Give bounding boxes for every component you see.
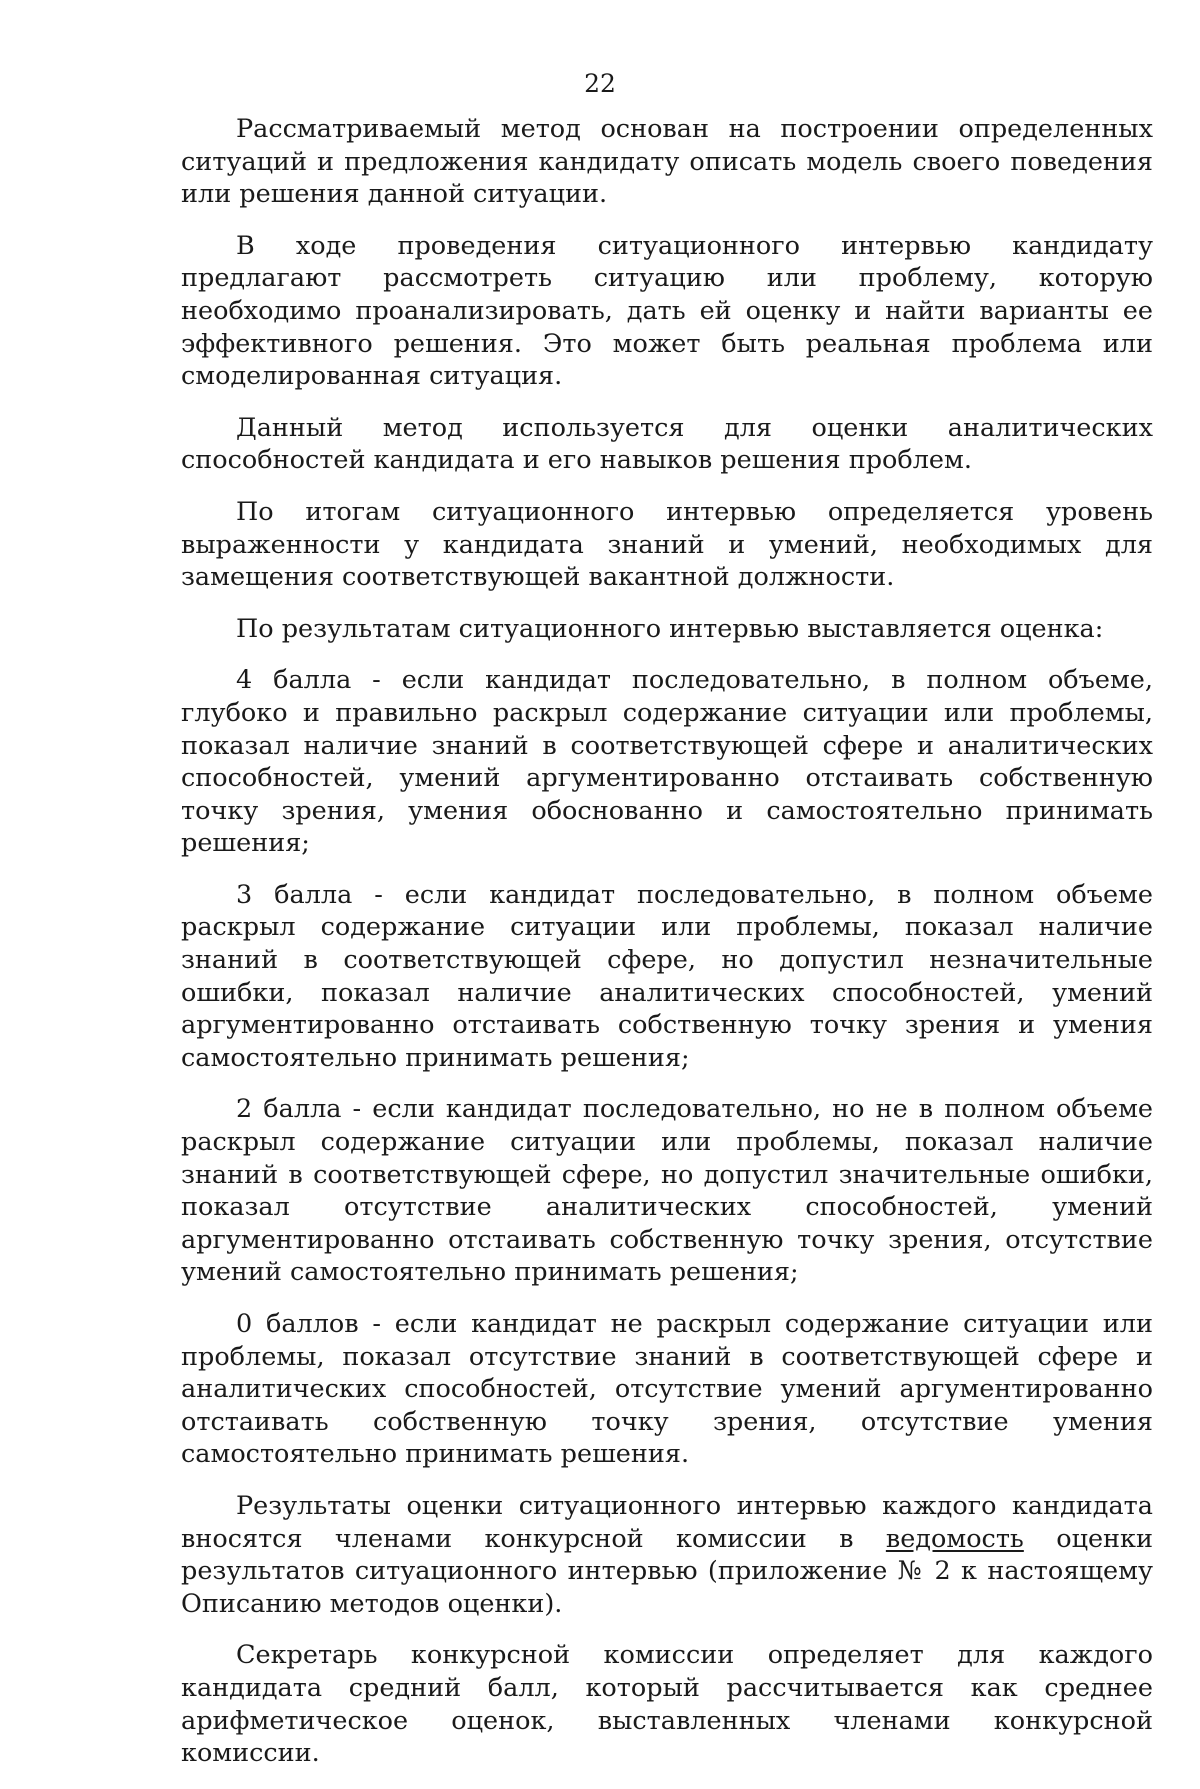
paragraph-method-description: Рассматриваемый метод основан на построении определенных ситуаций и предложения кандидату описать модель своего поведения или решения данной ситуации. xyxy=(181,114,1153,210)
paragraph-results-recording xyxy=(181,1490,1153,1620)
paragraph-scoring-intro: По результатам ситуационного интервью выставляется оценка: xyxy=(236,613,1104,644)
paragraph-score-3: 3 балла - если кандидат последовательно, в полном объеме раскрыл содержание ситуации или проблемы, показал наличие знаний в соответствующей сфере, но допустил незначительные ошибки, показал наличие аналитических способностей, умений аргументированно отстаивать собственную точку зрения и умения самостоятельно принимать решения; xyxy=(181,879,1153,1073)
paragraph-interview-process: В ходе проведения ситуационного интервью кандидату предлагают рассмотреть ситуацию или проблему, которую необходимо проанализировать, дать ей оценку и найти варианты ее эффективного решения. Это может быть реальная проблема или смоделированная ситуация. xyxy=(181,230,1153,392)
paragraph-score-2: 2 балла - если кандидат последовательно, но не в полном объеме раскрыл содержание ситуации или проблемы, показал наличие знаний в соответствующей сфере, но допустил значительные ошибки, показал отсутствие аналитических способностей, умений аргументированно отстаивать собственную точку зрения, отсутствие умений самостоятельно принимать решения; xyxy=(181,1094,1153,1288)
paragraph-results-text-end: оценки результатов ситуационного интервью (приложение № 2 к настоящему Описанию методов оценки). xyxy=(181,1523,1153,1619)
paragraph-score-0: 0 баллов - если кандидат не раскрыл содержание ситуации или проблемы, показал отсутствие знаний в соответствующей сфере и аналитических способностей, отсутствие умений аргументированно отстаивать собственную точку зрения, отсутствие умения самостоятельно принимать решения. xyxy=(181,1309,1153,1470)
paragraph-method-purpose: Данный метод используется для оценки аналитических способностей кандидата и его навыков решения проблем. xyxy=(181,412,1153,476)
paragraph-interview-outcome: По итогам ситуационного интервью определяется уровень выраженности у кандидата знаний и умений, необходимых для замещения соответствующей вакантной должности. xyxy=(181,496,1153,593)
document-body xyxy=(181,113,1153,1789)
statement-link[interactable]: ведомость xyxy=(885,1523,1024,1554)
paragraph-results-text-start: Результаты оценки ситуационного интервью каждого кандидата вносятся членами конкурсной комиссии в xyxy=(181,1490,1153,1554)
paragraph-score-4: 4 балла - если кандидат последовательно, в полном объеме, глубоко и правильно раскрыл содержание ситуации или проблемы, показал наличие знаний в соответствующей сфере и аналитических способностей, умений аргументированно отстаивать собственную точку зрения, умения обоснованно и самостоятельно принимать решения; xyxy=(181,665,1153,859)
paragraph-average-score: Секретарь конкурсной комиссии определяет для каждого кандидата средний балл, который рассчитывается как среднее арифметическое оценок, выставленных членами конкурсной комиссии. xyxy=(181,1640,1153,1769)
page-number: 22 xyxy=(584,69,616,98)
